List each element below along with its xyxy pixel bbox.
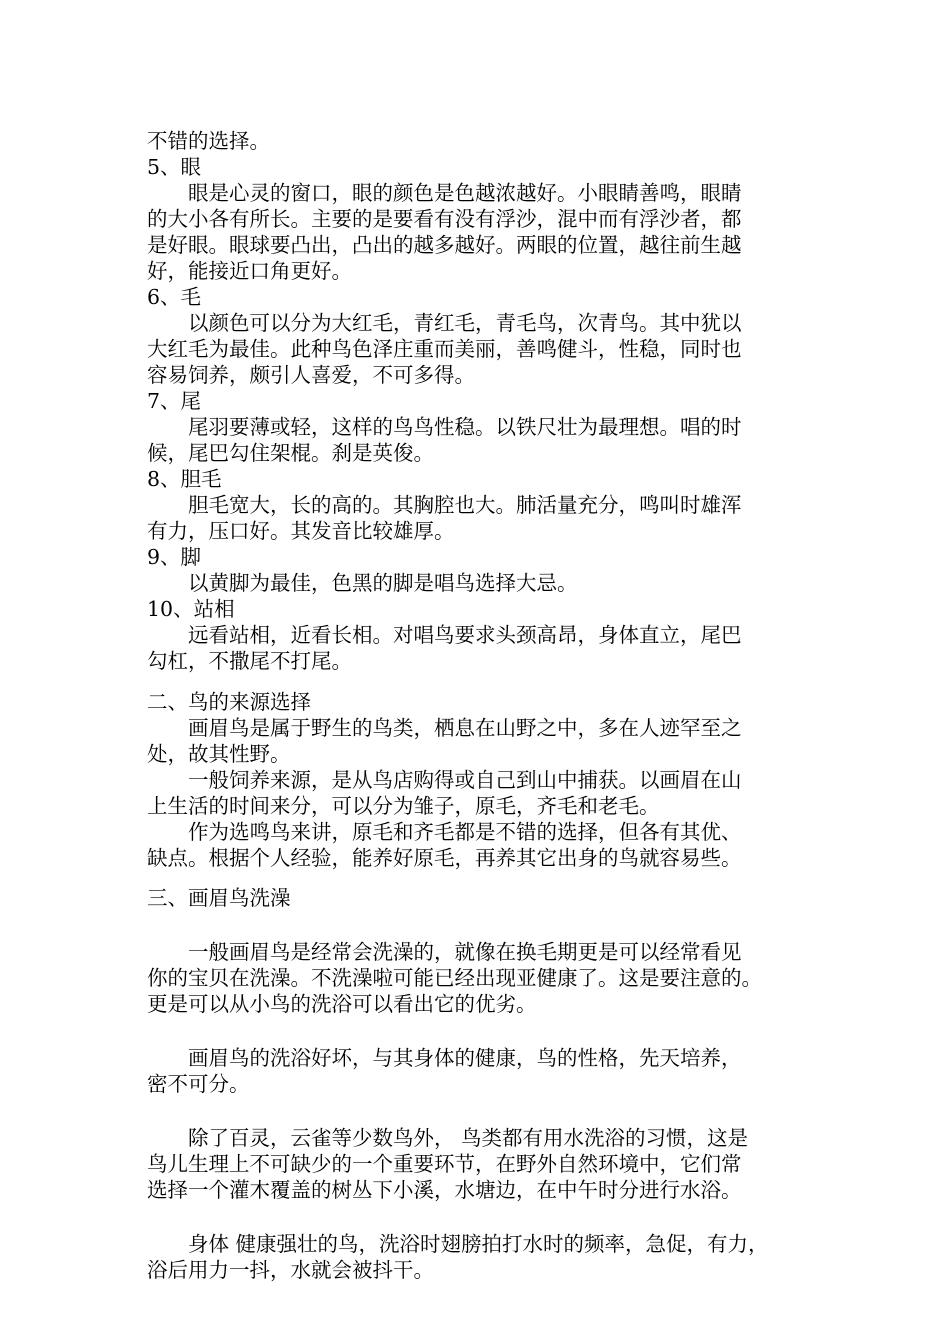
text-line: 是好眼。眼球要凸出，凸出的越多越好。两眼的位置，越往前生越 <box>147 233 742 257</box>
chapter-heading-bird-source: 二、鸟的来源选择 <box>147 690 311 714</box>
text-line: 有力，压口好。其发音比较雄厚。 <box>147 519 455 543</box>
section-heading-stance: 10、站相 <box>147 597 235 621</box>
text-line: 缺点。根据个人经验，能养好原毛，再养其它出身的鸟就容易些。 <box>147 846 742 870</box>
text-line: 鸟儿生理上不可缺少的一个重要环节，在野外自然环境中，它们常 <box>147 1152 742 1176</box>
text-line: 好，能接近口角更好。 <box>147 259 352 283</box>
section-heading-gall-feathers: 8、胆毛 <box>147 467 222 491</box>
text-line: 浴后用力一抖，水就会被抖干。 <box>147 1258 434 1282</box>
text-line: 更是可以从小鸟的洗浴可以看出它的优劣。 <box>147 992 537 1016</box>
text-line: 勾杠，不撒尾不打尾。 <box>147 649 352 673</box>
text-line: 容易饲养，颇引人喜爱，不可多得。 <box>147 363 475 387</box>
text-line: 的大小各有所长。主要的是要看有没有浮沙，混中而有浮沙者，都 <box>147 207 742 231</box>
text-line: 处，故其性野。 <box>147 742 291 766</box>
text-line: 胆毛宽大，长的高的。其胸腔也大。肺活量充分，鸣叫时雄浑 <box>188 493 742 517</box>
text-line: 除了百灵，云雀等少数鸟外， 鸟类都有用水洗浴的习惯，这是 <box>188 1126 749 1150</box>
text-line: 画眉鸟是属于野生的鸟类，栖息在山野之中，多在人迹罕至之 <box>188 716 742 740</box>
chapter-heading-bathing: 三、画眉鸟洗澡 <box>147 886 291 910</box>
text-line: 上生活的时间来分，可以分为雏子，原毛，齐毛和老毛。 <box>147 794 660 818</box>
text-line: 眼是心灵的窗口，眼的颜色是色越浓越好。小眼睛善鸣，眼睛 <box>188 181 742 205</box>
text-line: 候，尾巴勾住架棍。刹是英俊。 <box>147 441 434 465</box>
text-line: 选择一个灌木覆盖的树丛下小溪，水塘边，在中午时分进行水浴。 <box>147 1178 742 1202</box>
section-heading-eyes: 5、眼 <box>147 155 202 179</box>
text-line: 远看站相，近看长相。对唱鸟要求头颈高昂，身体直立，尾巴 <box>188 623 742 647</box>
section-heading-tail: 7、尾 <box>147 389 202 413</box>
text-line: 以颜色可以分为大红毛，青红毛，青毛鸟，次青鸟。其中犹以 <box>188 311 742 335</box>
text-line: 不错的选择。 <box>147 129 270 153</box>
text-line: 身体 健康强壮的鸟，洗浴时翅膀拍打水时的频率，急促，有力， <box>188 1232 769 1256</box>
text-line: 一般饲养来源，是从鸟店购得或自己到山中捕获。以画眉在山 <box>188 768 742 792</box>
section-heading-feathers: 6、毛 <box>147 285 202 309</box>
text-line: 以黄脚为最佳，色黑的脚是唱鸟选择大忌。 <box>188 571 578 595</box>
text-line: 你的宝贝在洗澡。不洗澡啦可能已经出现亚健康了。这是要注意的。 <box>147 966 762 990</box>
text-line: 一般画眉鸟是经常会洗澡的，就像在换毛期更是可以经常看见 <box>188 940 742 964</box>
text-line: 密不可分。 <box>147 1072 250 1096</box>
text-line: 大红毛为最佳。此种鸟色泽庄重而美丽，善鸣健斗，性稳，同时也 <box>147 337 742 361</box>
text-line: 画眉鸟的洗浴好坏，与其身体的健康，鸟的性格，先天培养， <box>188 1046 742 1070</box>
text-line: 尾羽要薄或轻，这样的鸟鸟性稳。以铁尺壮为最理想。唱的时 <box>188 415 742 439</box>
text-line: 作为选鸣鸟来讲，原毛和齐毛都是不错的选择，但各有其优、 <box>188 820 742 844</box>
section-heading-feet: 9、脚 <box>147 545 202 569</box>
